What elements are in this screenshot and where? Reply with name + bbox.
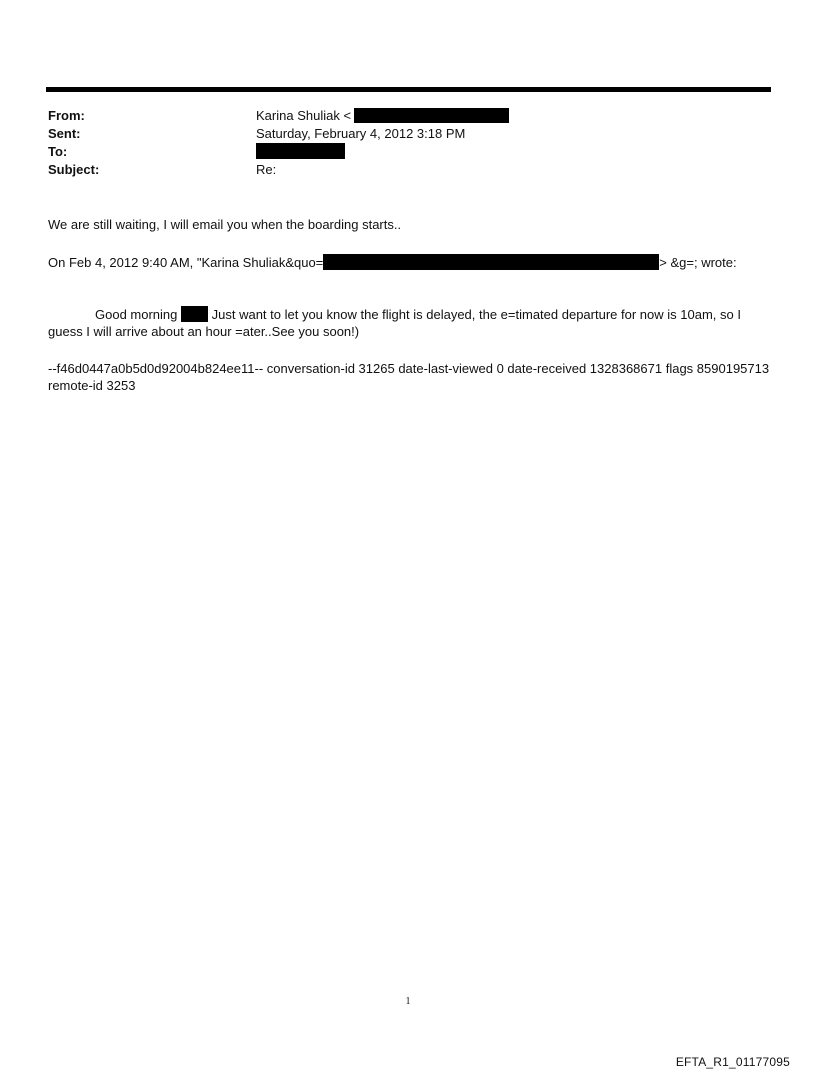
quote-intro xyxy=(48,254,737,271)
quoted-greeting: Good morning xyxy=(95,307,178,322)
header-divider xyxy=(46,87,771,92)
quoted-rest: Just want to let you know the flight is delayed, the e=timated departure for now is 10am, so I guess I will arrive about an hour =ater..See you soon!) xyxy=(48,307,741,339)
redaction-box xyxy=(181,306,208,322)
to-value xyxy=(256,143,345,161)
sent-label: Sent: xyxy=(48,126,81,141)
sent-value: Saturday, February 4, 2012 3:18 PM xyxy=(256,126,466,141)
quote-intro-end: > &g=; wrote: xyxy=(659,255,737,270)
from-value xyxy=(256,107,509,125)
to-label: To: xyxy=(48,144,68,159)
metadata-line: --f46d0447a0b5d0d92004b824ee11-- conversation-id 31265 date-last-viewed 0 date-received 1328368671 flags 8590195713 remote-id 3253 xyxy=(48,361,770,393)
page-number: 1 xyxy=(405,996,411,1007)
reply-text: We are still waiting, I will email you when the boarding starts.. xyxy=(48,217,402,232)
quote-intro-start: On Feb 4, 2012 9:40 AM, "Karina Shuliak&quo= xyxy=(48,255,324,270)
quoted-message xyxy=(48,306,770,340)
redaction-box xyxy=(354,108,509,123)
document-id: EFTA_R1_01177095 xyxy=(675,1055,790,1069)
subject-value: Re: xyxy=(256,162,277,177)
from-value-text: Karina Shuliak < xyxy=(256,108,352,123)
from-label: From: xyxy=(48,108,85,123)
redaction-box xyxy=(323,254,659,270)
redaction-box xyxy=(256,143,345,159)
subject-label: Subject: xyxy=(48,162,100,177)
